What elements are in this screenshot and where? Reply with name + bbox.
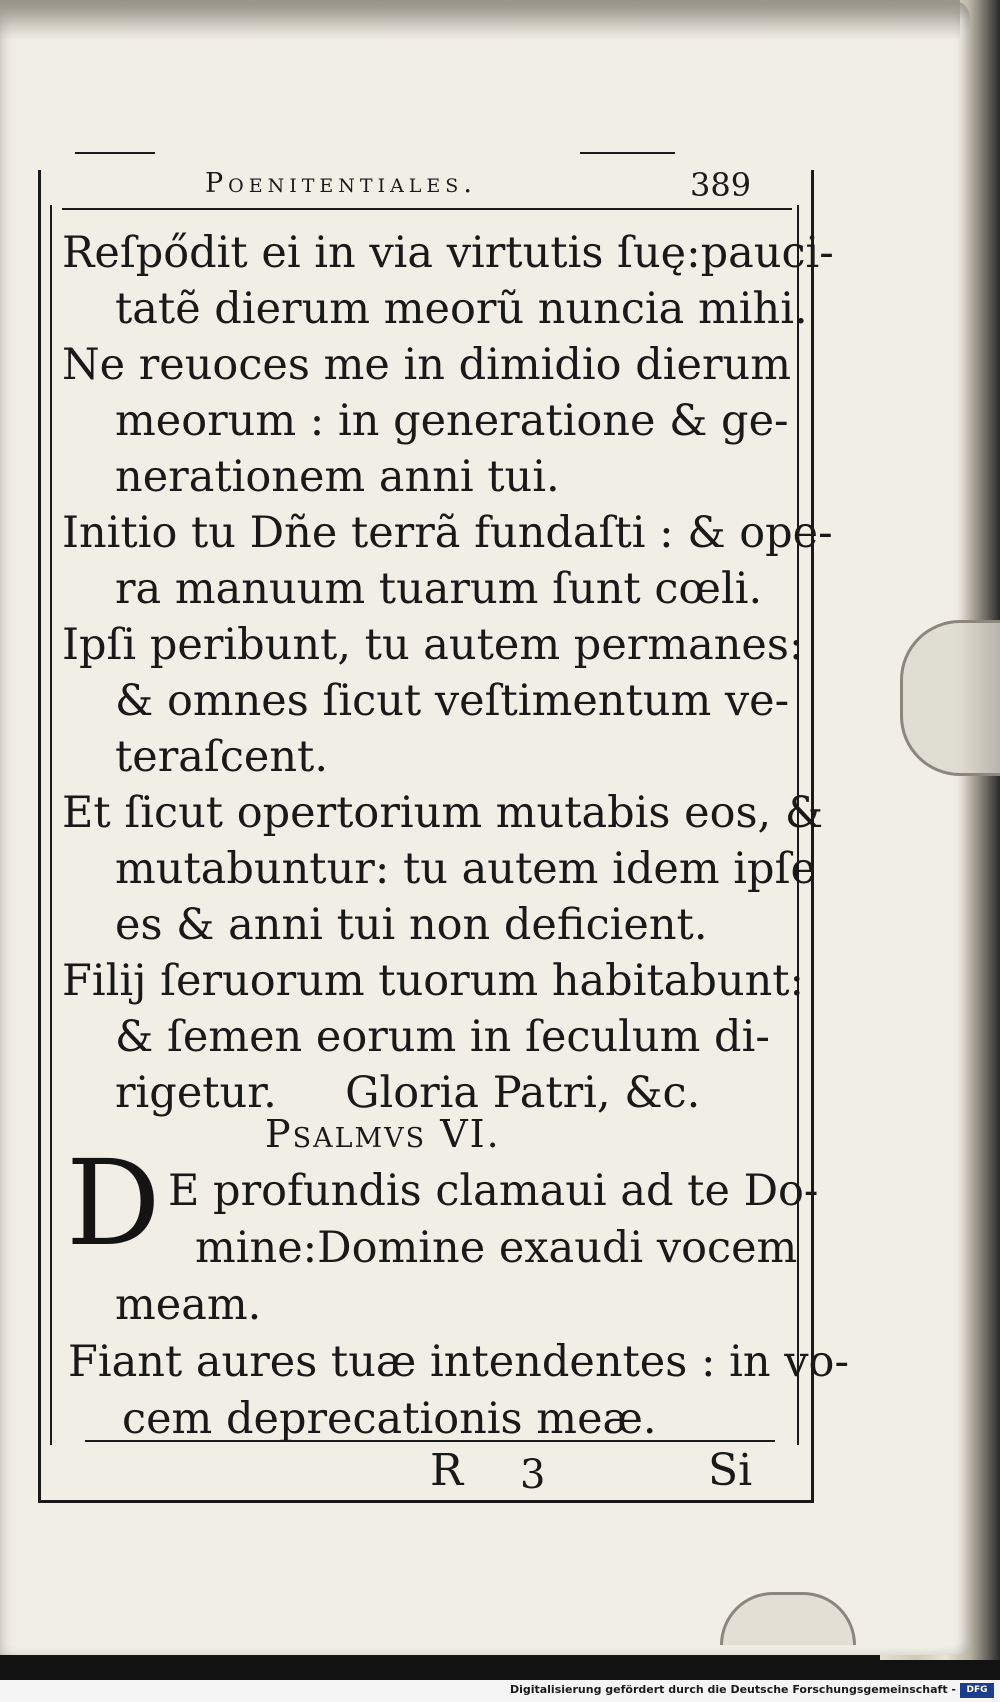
text-line: rigetur. Gloria Patri, &c. (115, 1068, 701, 1118)
text-line: Fiant aures tuæ intendentes : in vo- (68, 1337, 849, 1387)
page-number: 389 (690, 166, 752, 204)
text-line: Ne reuoces me in dimidio dierum (62, 340, 791, 390)
text-line: Filij ſeruorum tuorum habitabunt: (62, 956, 805, 1006)
page-clip-right (900, 620, 1000, 776)
text-line: mine:Domine exaudi vocem (195, 1223, 798, 1273)
signature-mark: R (430, 1445, 464, 1496)
text-line: Et ſicut opertorium mutabis eos, & (62, 788, 824, 838)
text-line: Initio tu Dñe terrã fundaſti : & ope- (62, 508, 833, 558)
text-line: Ipſi peribunt, tu autem permanes: (62, 620, 804, 670)
text-line: E profundis clamaui ad te Do- (168, 1166, 819, 1216)
text-line: es & anni tui non deficient. (115, 900, 708, 950)
credit-text: Digitalisierung gefördert durch die Deutsche Forschungsgemeinschaft - (509, 1683, 956, 1696)
text-line: mutabuntur: tu autem idem ipſe (115, 844, 816, 894)
text-line: tatẽ dierum meorũ nuncia mihi. (115, 284, 808, 334)
top-rule-left (75, 152, 155, 154)
text-line: & ſemen eorum in ſeculum di- (115, 1012, 770, 1062)
drop-cap: D (66, 1134, 161, 1272)
text-line: meam. (115, 1280, 262, 1330)
psalm-title: Psalmvs VI. (265, 1112, 501, 1156)
text-line: teraſcent. (115, 732, 329, 782)
text-line: nerationem anni tui. (115, 452, 560, 502)
text-line: meorum : in generatione & ge- (115, 396, 789, 446)
catchword: Si (708, 1445, 753, 1496)
text-line: ra manuum tuarum ſunt cœli. (115, 564, 763, 614)
text-line: cem deprecationis meæ. (122, 1394, 657, 1444)
dfg-logo: DFG (960, 1683, 994, 1698)
text-line: & omnes ſicut veſtimentum ve- (115, 676, 790, 726)
running-head: Poenitentiales. (205, 168, 477, 199)
top-shadow (0, 0, 960, 40)
top-rule-right (580, 152, 675, 154)
text-line: Reſpődit ei in via virtutis ſuę:pauci- (62, 228, 834, 278)
header-rule (62, 208, 792, 210)
signature-number: 3 (520, 1452, 546, 1498)
